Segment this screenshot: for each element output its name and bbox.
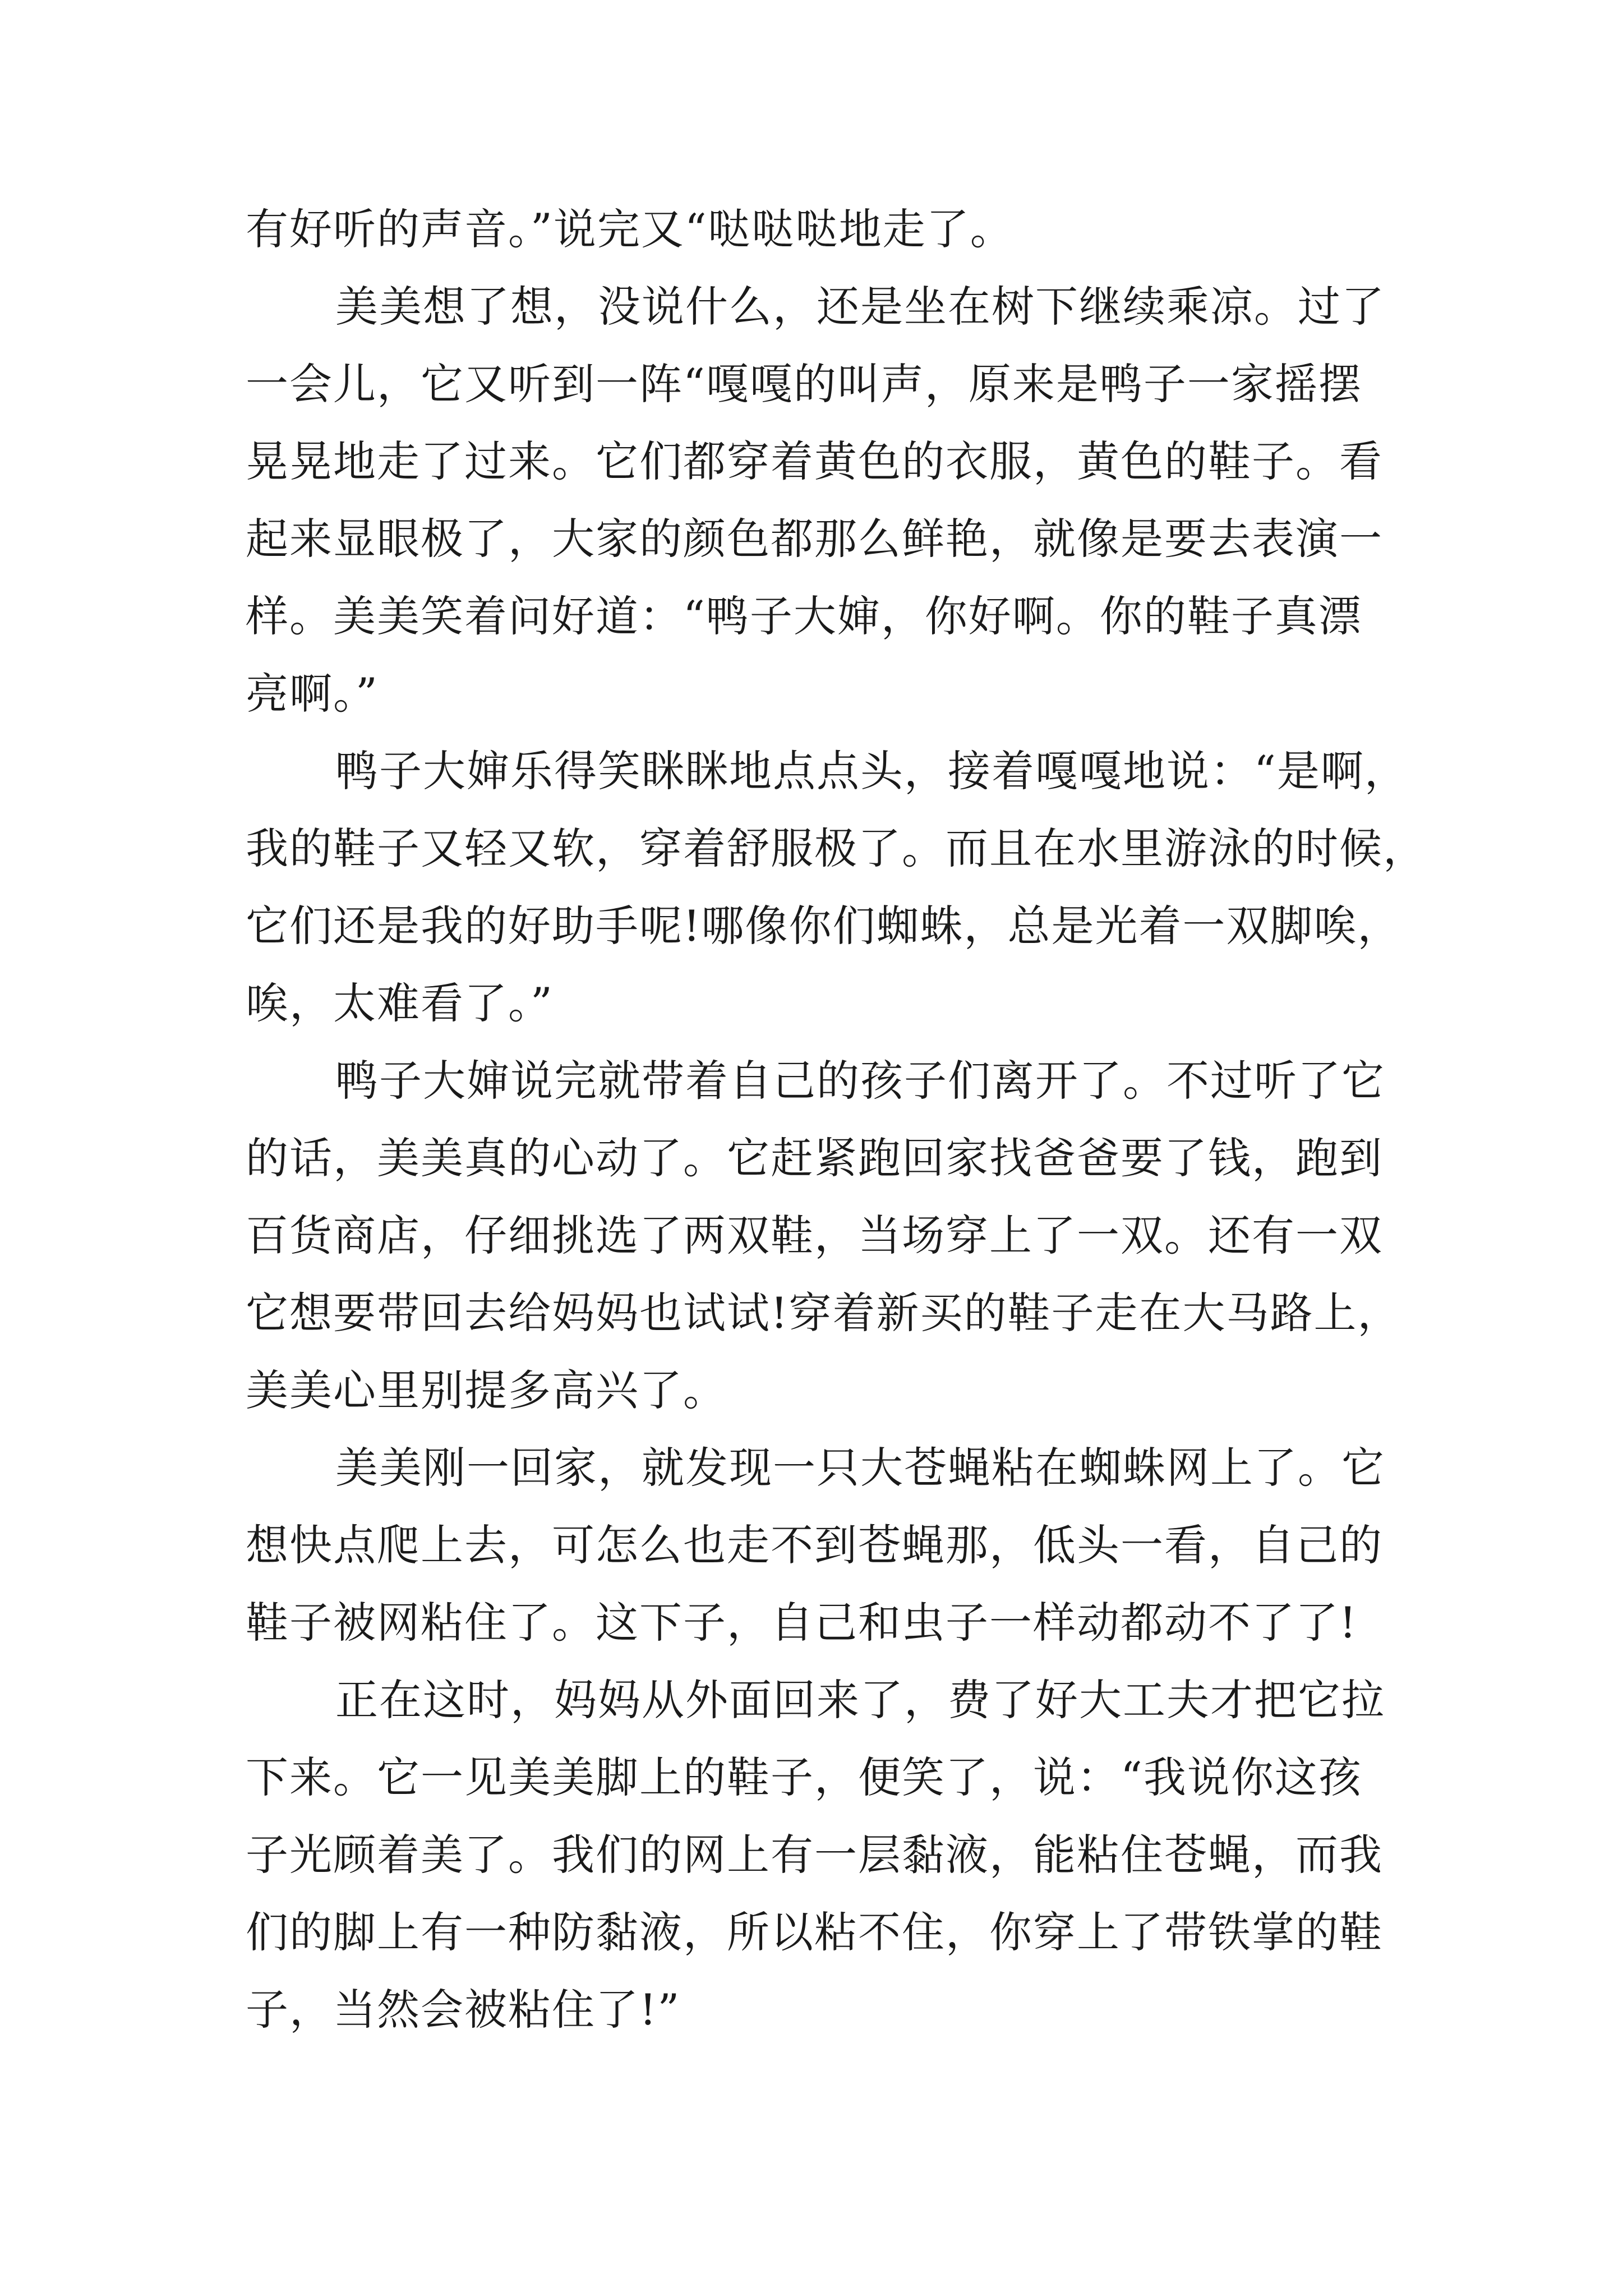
text-line: 下来。它一见美美脚上的鞋子，便笑了，说：“我说你这孩 (246, 1752, 1362, 1802)
text-line: 子光顾着美了。我们的网上有一层黏液，能粘住苍蝇，而我 (246, 1830, 1383, 1880)
text-line: 起来显眼极了，大家的颜色都那么鲜艳，就像是要去表演一 (246, 514, 1383, 564)
text-line: 鞋子被网粘住了。这下子，自己和虫子一样动都动不了了! (246, 1598, 1358, 1648)
text-line: 它想要带回去给妈妈也试试!穿着新买的鞋子走在大马路上， (246, 1288, 1401, 1338)
text-line: 我的鞋子又轻又软，穿着舒服极了。而且在水里游泳的时候， (246, 823, 1427, 873)
text-line: 亮啊。” (246, 669, 379, 719)
text-line: 美美刚一回家，就发现一只大苍蝇粘在蜘蛛网上了。它 (335, 1443, 1385, 1493)
text-line: 唉，太难看了。” (246, 978, 554, 1028)
text-line: 们的脚上有一种防黏液，所以粘不住，你穿上了带铁掌的鞋 (246, 1907, 1383, 1957)
text-line: 它们还是我的好助手呢!哪像你们蜘蛛，总是光着一双脚唉， (246, 901, 1401, 951)
text-line: 有好听的声音。”说完又“哒哒哒地走了。 (246, 204, 1014, 254)
text-line: 百货商店，仔细挑选了两双鞋，当场穿上了一双。还有一双 (246, 1211, 1383, 1260)
text-line: 鸭子大婶乐得笑眯眯地点点头，接着嘎嘎地说：“是啊， (335, 746, 1408, 796)
text-line: 样。美美笑着问好道：“鸭子大婶，你好啊。你的鞋子真漂 (246, 591, 1362, 641)
text-line: 美美心里别提多高兴了。 (246, 1365, 727, 1415)
story-text-block (246, 191, 1427, 2049)
text-line: 的话，美美真的心动了。它赶紧跑回家找爸爸要了钱，跑到 (246, 1133, 1383, 1183)
text-line: 晃晃地走了过来。它们都穿着黄色的衣服，黄色的鞋子。看 (246, 436, 1383, 486)
text-line: 子，当然会被粘住了!” (246, 1985, 681, 2035)
text-line: 美美想了想，没说什么，还是坐在树下继续乘凉。过了 (335, 282, 1385, 332)
text-line: 一会儿，它又听到一阵“嘎嘎的叫声，原来是鸭子一家摇摆 (246, 359, 1362, 409)
text-line: 鸭子大婶说完就带着自己的孩子们离开了。不过听了它 (335, 1056, 1385, 1106)
text-line: 正在这时，妈妈从外面回来了，费了好大工夫才把它拉 (335, 1675, 1385, 1725)
text-line: 想快点爬上去，可怎么也走不到苍蝇那，低头一看，自己的 (246, 1520, 1383, 1570)
